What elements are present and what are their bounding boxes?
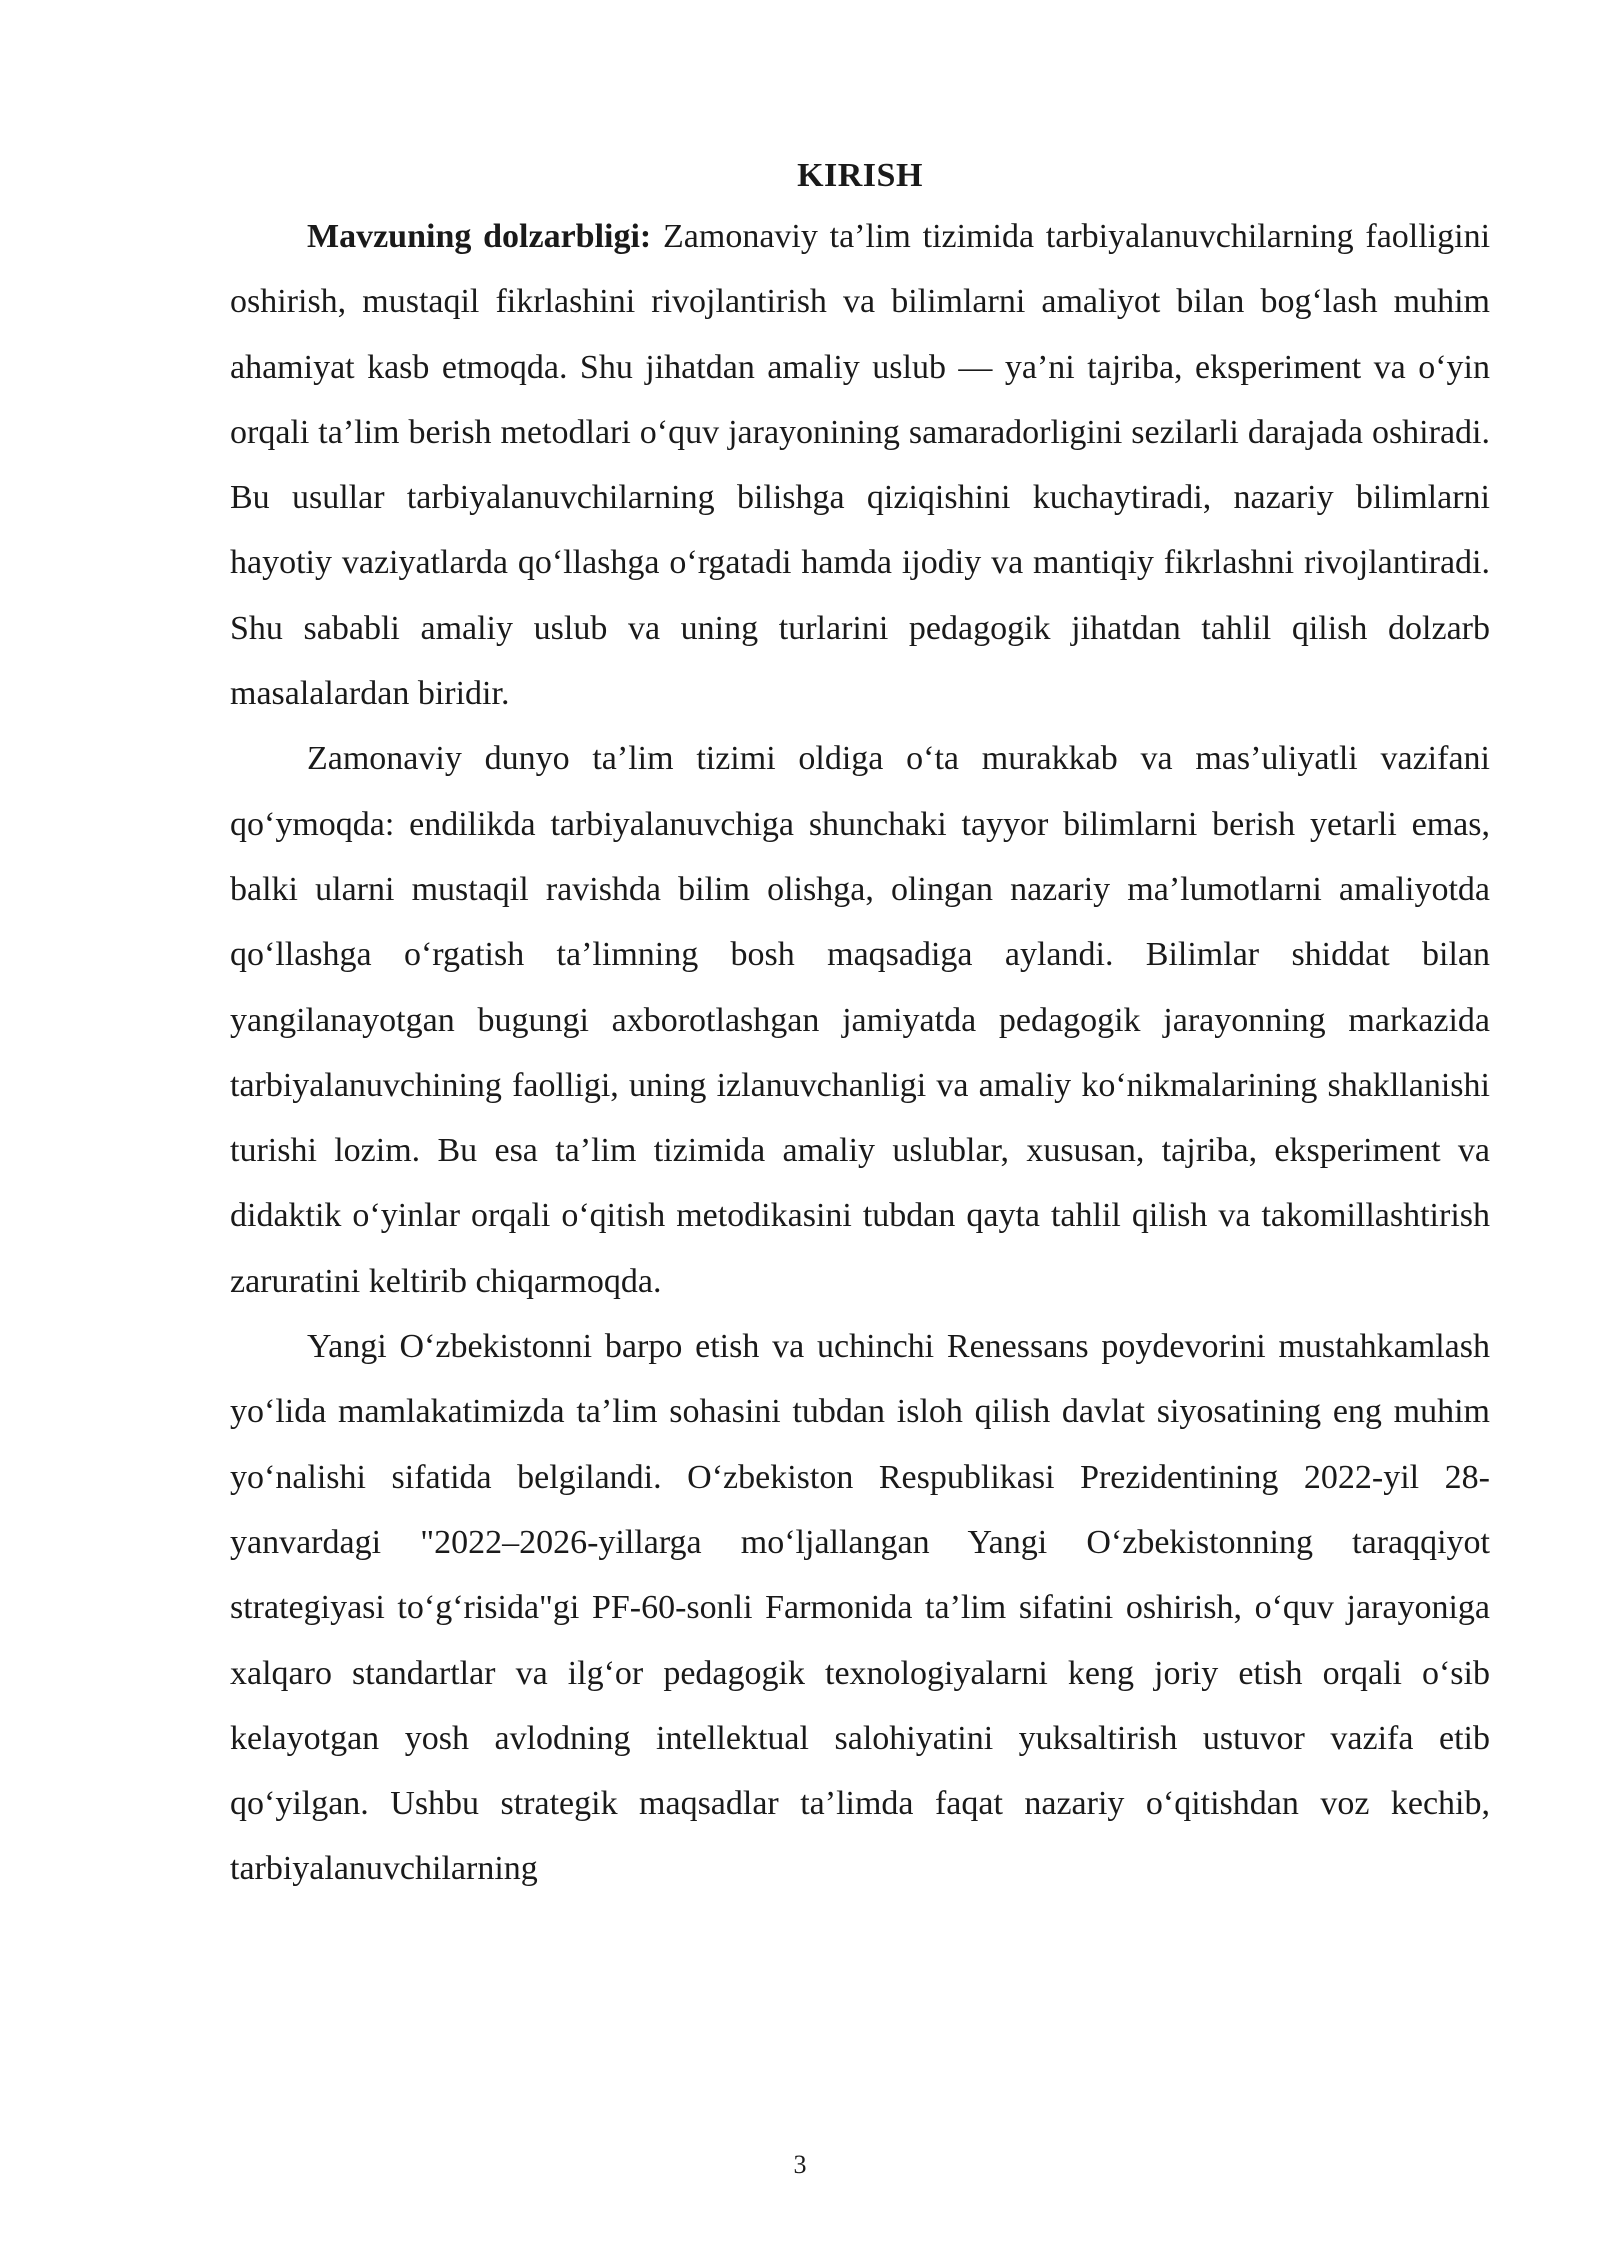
paragraph-relevance — [230, 204, 1490, 726]
paragraph-text: Yangi O‘zbekistonni barpo etish va uchinchi Renessans poydevorini mustahkamlash yo‘lida mamlakatimizda ta’lim sohasini tubdan isloh qilish davlat siyosatining eng muhim yo‘nalishi sifatida belgilandi. O‘zbekiston Respublikasi Prezidentining 2022-yil 28-yanvardagi "2022–2026-yillarga mo‘ljallangan Yangi O‘zbekistonning taraqqiyot strategiyasi to‘g‘risida"gi PF-60-sonli Farmonida ta’lim sifatini oshirish, o‘quv jarayoniga xalqaro standartlar va ilg‘or pedagogik texnologiyalarni keng joriy etish orqali o‘sib kelayotgan yosh avlodning intellektual salohiyatini yuksaltirish ustuvor vazifa etib qo‘yilgan. Ushbu strategik maqsadlar ta’limda faqat nazariy o‘qitishdan voz kechib, tarbiyalanuvchilarning — [230, 1328, 1490, 1888]
paragraph-text: Zamonaviy dunyo ta’lim tizimi oldiga o‘ta murakkab va mas’uliyatli vazifani qo‘ymoqda: endilikda tarbiyalanuvchiga shunchaki tayyor bilimlarni berish yetarli emas, balki ularni mustaqil ravishda bilim olishga, olingan nazariy ma’lumotlarni amaliyotda qo‘llashga o‘rgatish ta’limning bosh maqsadiga aylandi. Bilimlar shiddat bilan yangilanayotgan bugungi axborotlashgan jamiyatda pedagogik jarayonning markazida tarbiyalanuvchining faolligi, uning izlanuvchanligi va amaliy ko‘nikmalarining shakllanishi turishi lozim. Bu esa ta’lim tizimida amaliy uslublar, xususan, tajriba, eksperiment va didaktik o‘yinlar orqali o‘qitish metodikasini tubdan qayta tahlil qilish va takomillashtirish zaruratini keltirib chiqarmoqda. — [230, 740, 1490, 1300]
paragraph-modern-education — [230, 726, 1490, 1314]
page-content — [230, 148, 1490, 1902]
paragraph-new-uzbekistan — [230, 1314, 1490, 1902]
paragraph-lead: Mavzuning dolzarbligi: — [307, 218, 652, 255]
page-number: 3 — [793, 2150, 807, 2179]
section-title: KIRISH — [797, 157, 923, 194]
paragraph-text: Zamonaviy ta’lim tizimida tarbiyalanuvchilarning faolligini oshirish, mustaqil fikrlashini rivojlantirish va bilimlarni amaliyot bilan bog‘lash muhim ahamiyat kasb etmoqda. Shu jihatdan amaliy uslub — ya’ni tajriba, eksperiment va o‘yin orqali ta’lim berish metodlari o‘quv jarayonining samaradorligini sezilarli darajada oshiradi. Bu usullar tarbiyalanuvchilarning bilishga qiziqishini kuchaytiradi, nazariy bilimlarni hayotiy vaziyatlarda qo‘llashga o‘rgatadi hamda ijodiy va mantiqiy fikrlashni rivojlantiradi. Shu sababli amaliy uslub va uning turlarini pedagogik jihatdan tahlil qilish dolzarb masalalardan biridir. — [230, 218, 1491, 713]
